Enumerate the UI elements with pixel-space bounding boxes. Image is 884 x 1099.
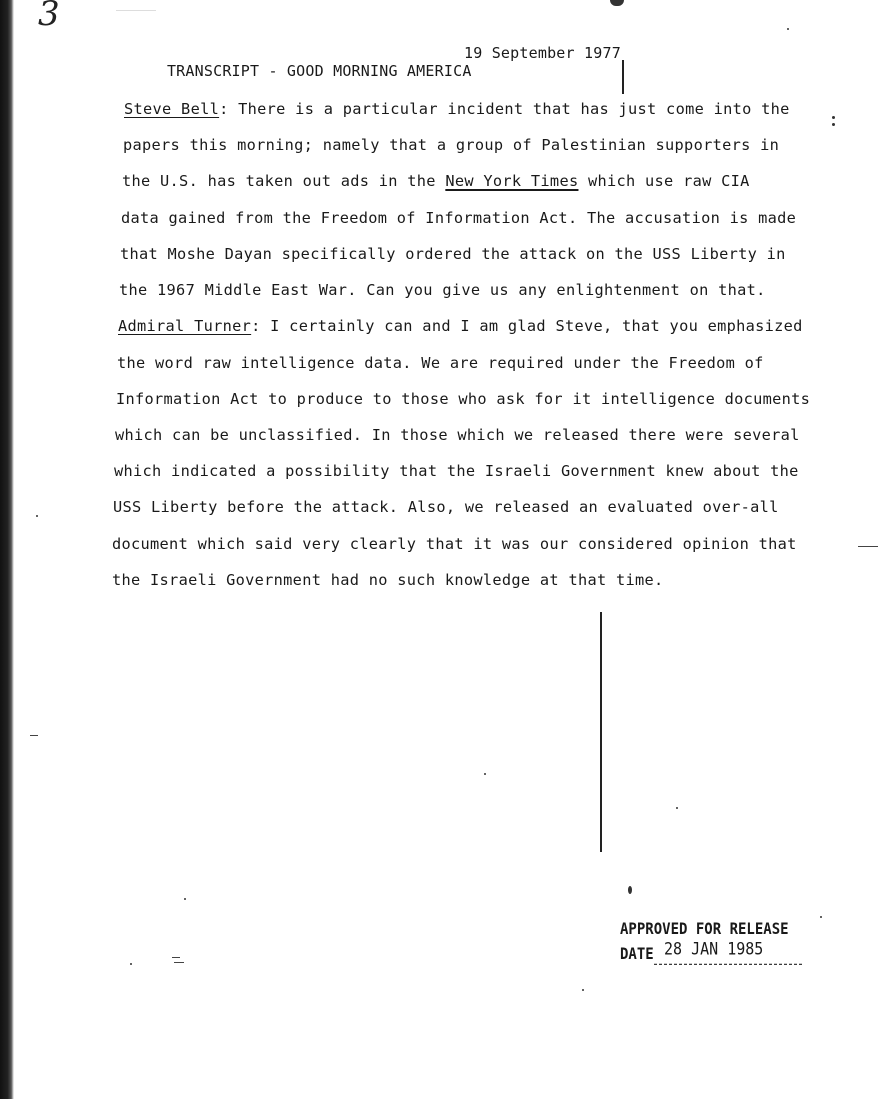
scan-speck	[676, 807, 678, 809]
transcript-line: document which said very clearly that it was our considered opinion that	[112, 535, 797, 553]
stamp-approved-label: APPROVED FOR RELEASE	[620, 920, 789, 939]
transcript-line: that Moshe Dayan specifically ordered the attack on the USS Liberty in	[120, 245, 786, 263]
speaker-name: Steve Bell	[124, 100, 220, 118]
scan-speck	[184, 898, 186, 900]
scan-edge-shadow	[0, 0, 14, 1099]
scan-speck	[610, 0, 624, 6]
header-date: 19 September 1977	[464, 44, 621, 62]
transcript-line: the Israeli Government had no such knowledge at that time.	[112, 571, 664, 589]
publication-name: New York Times	[445, 172, 579, 190]
transcript-line: Steve Bell: There is a particular incident that has just come into the	[124, 100, 790, 118]
scan-mark	[116, 10, 156, 11]
transcript-line: Information Act to produce to those who ask for it intelligence documents	[116, 390, 811, 408]
transcript-line: data gained from the Freedom of Information Act. The accusation is made	[121, 209, 797, 227]
scan-speck	[820, 916, 822, 918]
scan-speck	[582, 989, 584, 991]
speaker-name: Admiral Turner	[118, 317, 252, 335]
transcript-line: the word raw intelligence data. We are required under the Freedom of	[117, 354, 764, 372]
page-number: 3	[38, 0, 60, 34]
stamp-date-row	[620, 938, 764, 964]
scan-speck	[832, 123, 835, 126]
transcript-line: papers this morning; namely that a group of Palestinian supporters in	[123, 136, 780, 154]
scan-speck	[832, 116, 835, 119]
transcript-line: USS Liberty before the attack. Also, we released an evaluated over-all	[113, 498, 779, 516]
scan-speck	[787, 28, 789, 30]
stamp-date-label: DATE	[620, 945, 654, 964]
stamp-date-underline	[654, 964, 802, 965]
transcript-line: which can be unclassified. In those which we released there were several	[115, 426, 800, 444]
scan-mark	[172, 957, 180, 958]
scan-speck	[130, 963, 132, 965]
transcript-line: the U.S. has taken out ads in the New York Times which use raw CIA	[122, 172, 750, 190]
scan-mark	[858, 546, 878, 547]
header-title: TRANSCRIPT - GOOD MORNING AMERICA	[166, 62, 472, 80]
header-margin-mark	[622, 60, 624, 94]
margin-rule-line	[600, 612, 602, 852]
transcript-line: Admiral Turner: I certainly can and I am glad Steve, that you emphasized	[118, 317, 803, 335]
transcript-line: which indicated a possibility that the Israeli Government knew about the	[114, 462, 799, 480]
stamp-date-value: 28 JAN 1985	[664, 938, 764, 960]
scan-speck	[484, 773, 486, 775]
scan-speck	[36, 515, 38, 517]
scan-mark	[30, 735, 38, 736]
transcript-line: the 1967 Middle East War. Can you give us any enlightenment on that.	[119, 281, 766, 299]
scan-mark	[174, 962, 184, 963]
scan-speck	[628, 886, 632, 894]
